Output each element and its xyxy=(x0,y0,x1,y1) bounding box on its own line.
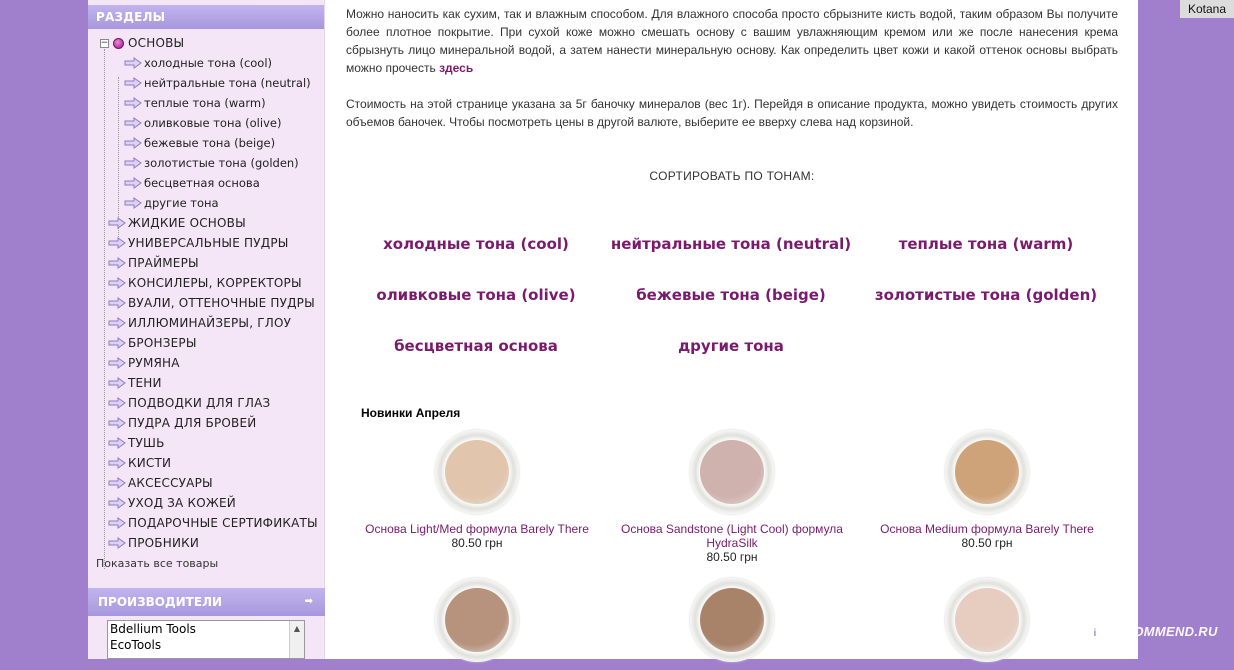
sidebar-category-label: ПОДВОДКИ ДЛЯ ГЛАЗ xyxy=(128,396,271,410)
tree-root-osnovy[interactable] xyxy=(88,33,324,53)
product-price: 80.50 грн xyxy=(961,536,1013,550)
sidebar-category[interactable] xyxy=(88,313,324,333)
sidebar-subitem[interactable] xyxy=(88,53,324,73)
sidebar-subitem[interactable] xyxy=(88,73,324,93)
arrow-right-icon xyxy=(108,217,126,229)
sidebar-category-label: ИЛЛЮМИНАЙЗЕРЫ, ГЛОУ xyxy=(128,316,292,330)
tone-link[interactable]: бежевые тона (beige) xyxy=(636,286,826,304)
sidebar-category[interactable] xyxy=(88,413,324,433)
tone-link[interactable]: оливковые тона (olive) xyxy=(376,286,576,304)
arrow-right-icon xyxy=(108,537,126,549)
maker-option[interactable]: Bdellium Tools xyxy=(110,622,196,636)
arrow-right-icon xyxy=(108,317,126,329)
arrow-right-icon xyxy=(108,357,126,369)
sidebar-category-label: ТУШЬ xyxy=(128,436,165,450)
arrow-right-icon xyxy=(108,457,126,469)
arrow-right-icon xyxy=(108,237,126,249)
sidebar-category[interactable] xyxy=(88,493,324,513)
sidebar-subitem[interactable] xyxy=(88,153,324,173)
arrow-right-icon xyxy=(108,277,126,289)
watermark-text: RECOMMEND.RU xyxy=(1105,624,1218,639)
arrow-right-icon xyxy=(124,177,142,189)
sidebar-subitem-label: теплые тона (warm) xyxy=(144,96,266,110)
sidebar-category[interactable] xyxy=(88,253,324,273)
product-image[interactable] xyxy=(435,578,519,662)
watermark xyxy=(1088,624,1218,641)
tone-link[interactable]: холодные тона (cool) xyxy=(383,235,569,253)
sidebar-category-label: ЖИДКИЕ ОСНОВЫ xyxy=(128,216,246,230)
sidebar-category[interactable] xyxy=(88,273,324,293)
sidebar-subitem-label: золотистые тона (golden) xyxy=(144,156,299,170)
sidebar-category[interactable] xyxy=(88,373,324,393)
product-card[interactable] xyxy=(612,578,852,670)
description-text: Можно наносить как сухим, так и влажным способом. Для влажного способа просто сбрызните кисть водой, таким образом Вы получите более плотное покрытие. При сухой коже можно смешать основу с вашим увлажняющим кремом или же после нанесения крема сбрызнуть лицо минеральной водой, а затем нанести минеральную основу. Как определить цвет кожи и какой оттенок основы выбрать можно прочесть xyxy=(346,7,1118,75)
sidebar-category-label: ТЕНИ xyxy=(128,376,162,390)
sidebar-category-label: ВУАЛИ, ОТТЕНОЧНЫЕ ПУДРЫ xyxy=(128,296,315,310)
maker-option[interactable]: EcoTools xyxy=(110,638,162,652)
sidebar-category[interactable] xyxy=(88,433,324,453)
arrow-right-icon[interactable]: ➡ xyxy=(304,596,313,607)
page-container xyxy=(88,0,1138,659)
tone-link[interactable]: нейтральные тона (neutral) xyxy=(610,235,852,253)
arrow-right-icon xyxy=(124,97,142,109)
new-products-title: Новинки Апреля xyxy=(361,406,461,420)
arrow-right-icon xyxy=(108,257,126,269)
product-card[interactable] xyxy=(612,430,852,564)
recommend-logo-icon: i xyxy=(1088,627,1102,641)
scroll-up-icon[interactable]: ▲ xyxy=(293,624,301,633)
price-note-paragraph: Стоимость на этой странице указана за 5г баночку минералов (вес 1г). Перейдя в описание продукта, можно увидеть стоимость других объемов баночек. Чтобы посмотреть цены в другой валюте, выберите ее вверху слева над корзиной. xyxy=(346,97,1118,129)
arrow-right-icon xyxy=(108,517,126,529)
powder-swatch xyxy=(445,588,509,652)
sidebar-category-label: КИСТИ xyxy=(128,456,172,470)
sidebar-subitem[interactable] xyxy=(88,173,324,193)
product-image[interactable] xyxy=(945,430,1029,514)
sidebar-subitem-label: холодные тона (cool) xyxy=(144,56,273,70)
tone-link[interactable]: теплые тона (warm) xyxy=(898,235,1074,253)
sidebar-subitem-label: бесцветная основа xyxy=(144,176,260,190)
sidebar-subitem[interactable] xyxy=(88,113,324,133)
sidebar-category[interactable] xyxy=(88,393,324,413)
arrow-right-icon xyxy=(108,337,126,349)
sidebar-category-label: ПОДАРОЧНЫЕ СЕРТИФИКАТЫ xyxy=(128,516,318,530)
description-paragraph xyxy=(346,5,1118,77)
sidebar-subitem[interactable] xyxy=(88,93,324,113)
product-name[interactable]: Основа Sandstone (Light Cool) формула HydraSilk xyxy=(621,522,843,550)
sidebar-category[interactable] xyxy=(88,353,324,373)
sidebar-category[interactable] xyxy=(88,473,324,493)
sections-header: РАЗДЕЛЫ xyxy=(88,5,324,29)
sidebar-category[interactable] xyxy=(88,213,324,233)
product-card[interactable] xyxy=(357,578,597,670)
product-card[interactable] xyxy=(357,430,597,550)
sidebar-category-label: УНИВЕРСАЛЬНЫЕ ПУДРЫ xyxy=(128,236,289,250)
product-name[interactable]: Основа Medium формула Barely There xyxy=(880,522,1094,536)
product-card[interactable] xyxy=(867,578,1107,670)
arrow-right-icon xyxy=(108,297,126,309)
bullet-icon xyxy=(113,38,124,49)
powder-swatch xyxy=(445,440,509,504)
makers-header xyxy=(88,588,325,616)
makers-select[interactable] xyxy=(107,620,305,659)
powder-swatch xyxy=(955,588,1019,652)
sidebar-category-label: ПРОБНИКИ xyxy=(128,536,200,550)
sidebar-subitem[interactable] xyxy=(88,193,324,213)
user-badge: Kotana xyxy=(1180,0,1234,18)
makers-header-label: ПРОИЗВОДИТЕЛИ xyxy=(98,595,223,609)
sidebar-category[interactable] xyxy=(88,333,324,353)
arrow-right-icon xyxy=(108,497,126,509)
sort-title: СОРТИРОВАТЬ ПО ТОНАМ: xyxy=(649,169,815,183)
sidebar-category[interactable] xyxy=(88,293,324,313)
product-price: 80.50 грн xyxy=(451,536,503,550)
arrow-right-icon xyxy=(124,57,142,69)
sidebar-category[interactable] xyxy=(88,233,324,253)
arrow-right-icon xyxy=(124,197,142,209)
product-image[interactable] xyxy=(690,430,774,514)
arrow-right-icon xyxy=(108,397,126,409)
sidebar-subitem-label: другие тона xyxy=(144,196,219,210)
arrow-right-icon xyxy=(108,417,126,429)
powder-swatch xyxy=(955,440,1019,504)
category-tree xyxy=(88,29,324,553)
arrow-right-icon xyxy=(108,477,126,489)
collapse-icon[interactable]: − xyxy=(100,37,109,48)
product-price: 80.50 грн xyxy=(706,550,758,564)
sidebar-category-label: ПУДРА ДЛЯ БРОВЕЙ xyxy=(128,416,257,430)
arrow-right-icon xyxy=(108,377,126,389)
product-image[interactable] xyxy=(945,578,1029,662)
tone-link[interactable]: бесцветная основа xyxy=(394,337,558,355)
sidebar-category-label: АКСЕССУАРЫ xyxy=(128,476,213,490)
sidebar-category[interactable] xyxy=(88,533,324,553)
sidebar-category-label: УХОД ЗА КОЖЕЙ xyxy=(128,496,236,510)
scrollbar[interactable] xyxy=(289,621,304,658)
sidebar-category[interactable] xyxy=(88,453,324,473)
arrow-right-icon xyxy=(124,157,142,169)
sidebar-category-label: БРОНЗЕРЫ xyxy=(128,336,197,350)
sidebar xyxy=(88,0,325,659)
here-link[interactable]: здесь xyxy=(439,61,474,75)
sidebar-subitem-label: нейтральные тона (neutral) xyxy=(144,76,311,90)
product-image[interactable] xyxy=(690,578,774,662)
arrow-right-icon xyxy=(124,117,142,129)
arrow-right-icon xyxy=(124,137,142,149)
sidebar-subitem[interactable] xyxy=(88,133,324,153)
product-name[interactable]: Основа Light/Med формула Barely There xyxy=(365,522,589,536)
sidebar-category-label: ПРАЙМЕРЫ xyxy=(128,256,199,270)
tone-link[interactable]: другие тона xyxy=(678,337,784,355)
show-all-link[interactable]: Показать все товары xyxy=(96,557,219,570)
sidebar-subitem-label: бежевые тона (beige) xyxy=(144,136,276,150)
sidebar-subitem-label: оливковые тона (olive) xyxy=(144,116,282,130)
powder-swatch xyxy=(700,440,764,504)
arrow-right-icon xyxy=(108,437,126,449)
tree-root-label: ОСНОВЫ xyxy=(128,36,185,50)
product-card[interactable] xyxy=(867,430,1107,550)
sidebar-category-label: РУМЯНА xyxy=(128,356,180,370)
tone-link[interactable]: золотистые тона (golden) xyxy=(874,286,1098,304)
sidebar-category-label: КОНСИЛЕРЫ, КОРРЕКТОРЫ xyxy=(128,276,302,290)
arrow-right-icon xyxy=(124,77,142,89)
product-image[interactable] xyxy=(435,430,519,514)
powder-swatch xyxy=(700,588,764,652)
sidebar-category[interactable] xyxy=(88,513,324,533)
